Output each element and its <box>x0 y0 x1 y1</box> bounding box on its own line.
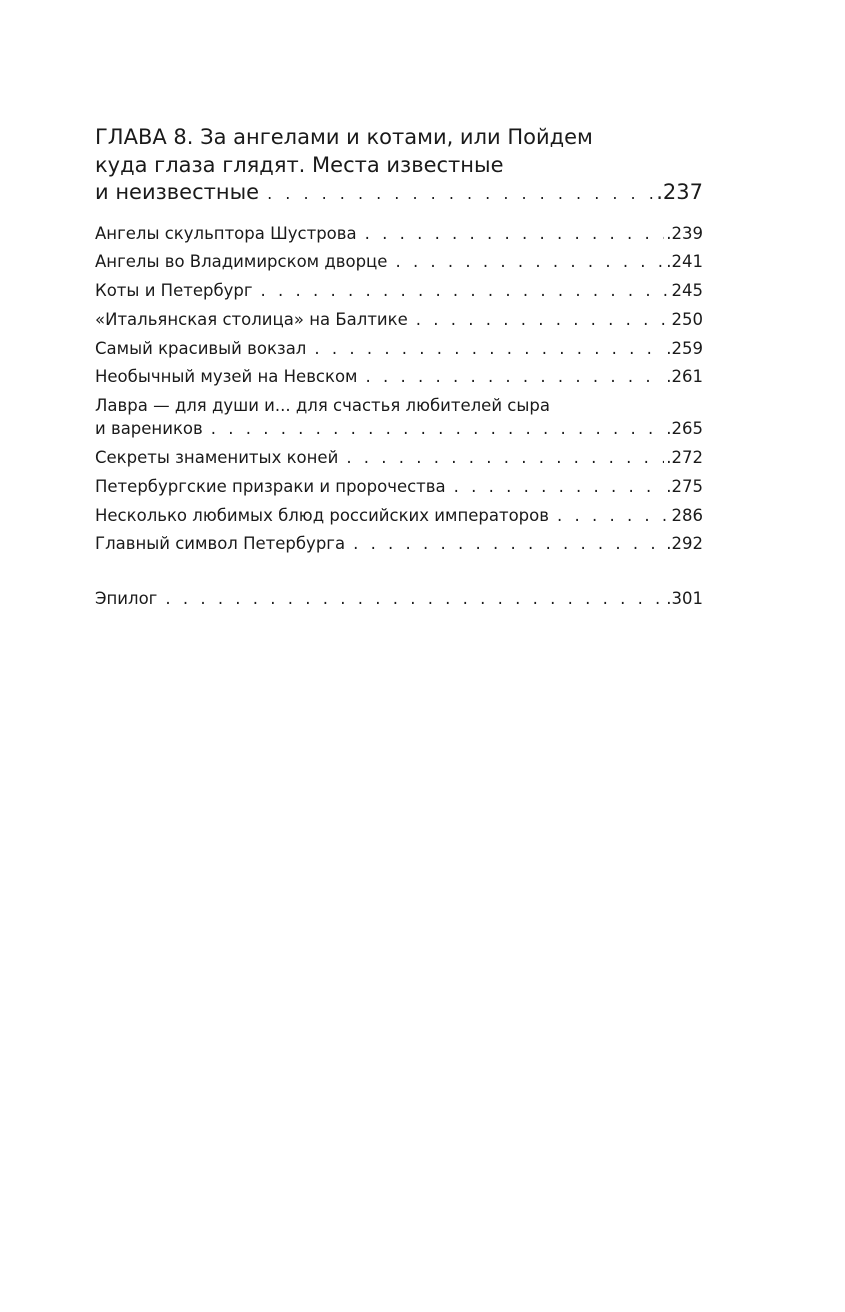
toc-entry[interactable] <box>95 365 703 394</box>
page-number: .301 <box>666 589 703 609</box>
dot-leader <box>261 279 670 302</box>
dot-leader <box>267 180 654 208</box>
page-number: .259 <box>666 338 703 358</box>
toc-entry[interactable] <box>95 504 703 533</box>
chapter-title-row[interactable] <box>95 179 703 208</box>
dot-leader <box>416 308 670 331</box>
page-number: .272 <box>666 448 703 468</box>
toc-entry[interactable] <box>95 308 703 337</box>
dot-leader <box>454 475 665 498</box>
toc-entry[interactable] <box>95 394 703 446</box>
page-number: .265 <box>666 419 703 439</box>
dot-leader <box>353 532 664 555</box>
chapter-title-line-1: ГЛАВА 8. За ангелами и котами, или Пойдем <box>95 125 593 149</box>
entry-title: и вареников <box>95 419 203 439</box>
entry-title: Петербургские призраки и пророчества <box>95 476 446 496</box>
page-number: .275 <box>666 476 703 496</box>
epilogue-entry[interactable] <box>95 587 703 610</box>
page-number: .239 <box>666 223 703 243</box>
page-number: 245 <box>671 281 703 301</box>
chapter-heading <box>95 124 703 208</box>
toc-entry[interactable] <box>95 475 703 504</box>
entry-title: Несколько любимых блюд российских императоров <box>95 505 549 525</box>
toc-entry[interactable] <box>95 250 703 279</box>
toc-entry[interactable] <box>95 337 703 366</box>
page-number: 250 <box>671 309 703 329</box>
chapter-title-line-2: куда глаза глядят. Места известные <box>95 152 504 177</box>
page-number: .237 <box>656 180 703 204</box>
entry-title: Самый красивый вокзал <box>95 338 307 358</box>
page-number: .261 <box>666 367 703 387</box>
entry-title: Необычный музей на Невском <box>95 367 358 387</box>
dot-leader <box>365 222 665 245</box>
dot-leader <box>165 587 664 610</box>
entry-title-line-1: Лавра — для души и... для счастья любителей сыра <box>95 396 550 416</box>
page-number: .292 <box>666 534 703 554</box>
dot-leader <box>346 446 664 469</box>
toc-entry[interactable] <box>95 532 703 561</box>
page-number: 286 <box>671 505 703 525</box>
page-number: .241 <box>666 252 703 272</box>
dot-leader <box>314 337 664 360</box>
table-of-contents <box>95 124 703 610</box>
toc-entry[interactable] <box>95 446 703 475</box>
toc-entries <box>95 222 703 562</box>
epilogue-title: Эпилог <box>95 589 158 609</box>
toc-entry[interactable] <box>95 279 703 308</box>
entry-title: Главный символ Петербурга <box>95 534 346 554</box>
entry-title: «Итальянская столица» на Балтике <box>95 309 408 329</box>
dot-leader <box>211 417 665 440</box>
dot-leader <box>557 504 670 527</box>
entry-title: Ангелы скульптора Шустрова <box>95 223 357 243</box>
dot-leader <box>395 250 664 273</box>
entry-title: Коты и Петербург <box>95 281 253 301</box>
dot-leader <box>366 365 665 388</box>
entry-title: Ангелы во Владимирском дворце <box>95 252 388 272</box>
entry-title: Секреты знаменитых коней <box>95 448 339 468</box>
chapter-title-line-3: и неизвестные <box>95 180 260 204</box>
toc-entry[interactable] <box>95 222 703 251</box>
